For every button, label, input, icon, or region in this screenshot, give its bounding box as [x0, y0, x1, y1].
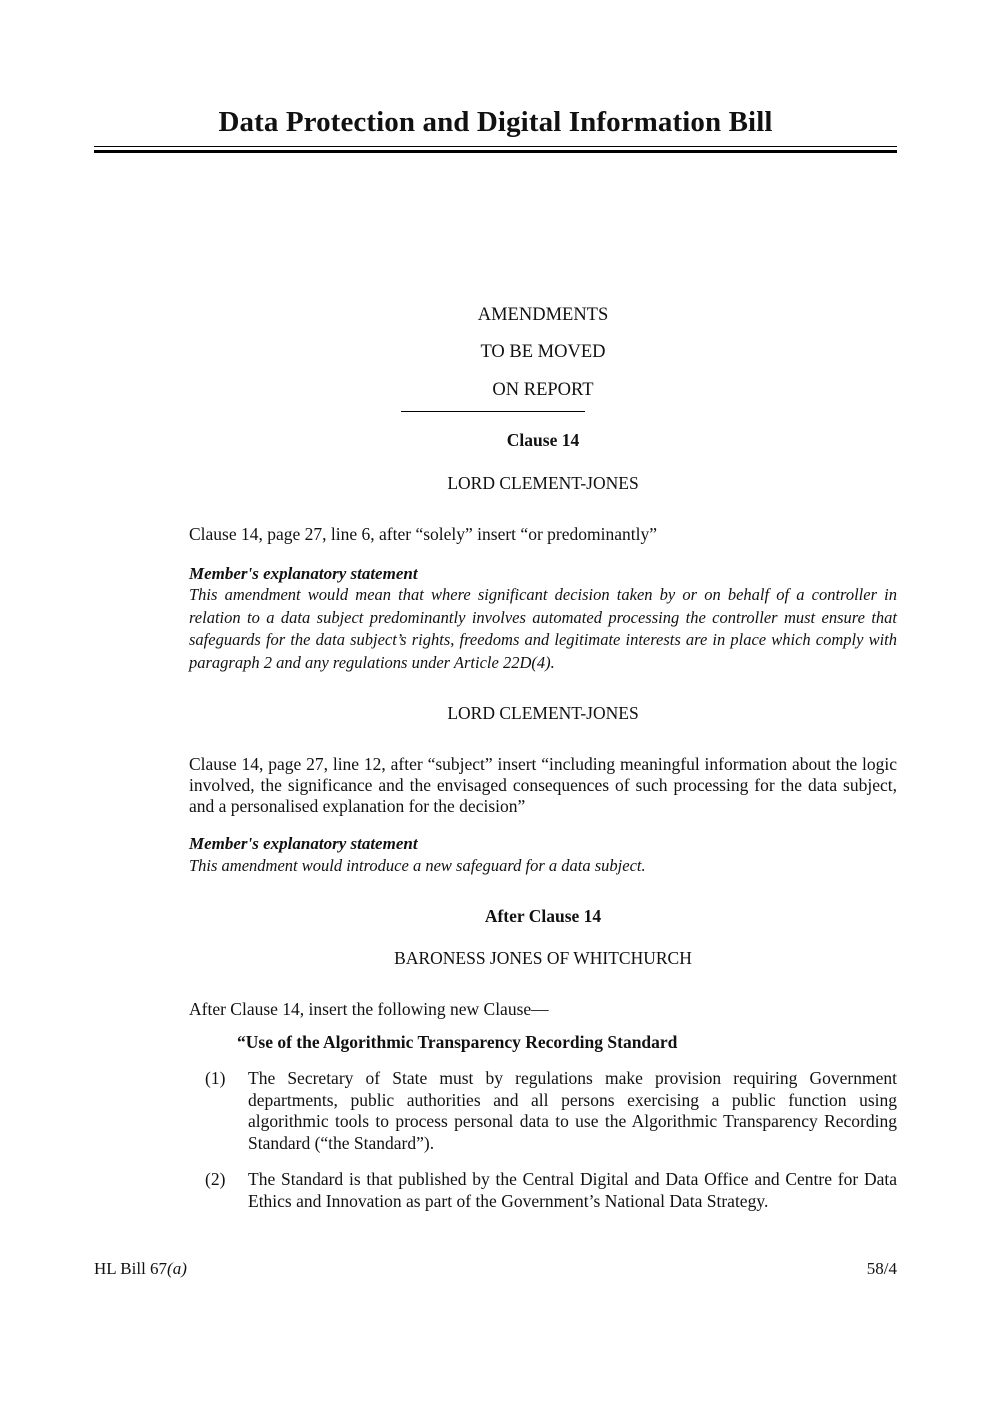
new-clause-heading: “Use of the Algorithmic Transparency Recording Standard	[237, 1032, 678, 1052]
explanatory-statement-title: Member's explanatory statement	[189, 564, 418, 583]
amendments-heading-divider	[401, 411, 585, 412]
section-heading-clause-14: Clause 14	[506, 430, 580, 450]
subsection-2	[205, 1169, 897, 1212]
member-name: LORD CLEMENT-JONES	[447, 703, 639, 723]
explanatory-statement-text: This amendment would mean that where significant decision taken by or on behalf of a controller in relation to a data subject predominantly involves automated processing the controller must ensure that safeguards for the data subject’s rights, freedoms and legitimate interests are in place which comply with paragraph 2 and any regulations under Article 22D(4).	[189, 585, 897, 672]
section-heading-after-clause-14: After Clause 14	[484, 906, 602, 926]
amendments-heading-line-3: ON REPORT	[492, 380, 594, 400]
amendments-heading-line-2: TO BE MOVED	[480, 342, 606, 362]
subsection-number: (1)	[205, 1068, 226, 1088]
amendment-text: After Clause 14, insert the following new Clause—	[189, 999, 549, 1019]
title-divider-thin	[94, 146, 897, 147]
document-title: Data Protection and Digital Information Bill	[218, 106, 773, 138]
amendments-heading-line-1: AMENDMENTS	[477, 305, 609, 325]
amendment-text: Clause 14, page 27, line 6, after “solely” insert “or predominantly”	[189, 524, 657, 544]
member-name: LORD CLEMENT-JONES	[447, 473, 639, 493]
page-reference: 58/4	[866, 1259, 897, 1278]
amendment-text: Clause 14, page 27, line 12, after “subject” insert “including meaningful information about the logic involved, the significance and the envisaged consequences of such processing for the data subject, and a personalised explanation for the decision”	[189, 754, 897, 816]
subsection-text: The Standard is that published by the Central Digital and Data Office and Centre for Data Ethics and Innovation as part of the Government’s National Data Strategy.	[248, 1169, 897, 1211]
bill-reference-number: HL Bill 67	[94, 1259, 168, 1278]
bill-reference-suffix: (a)	[167, 1259, 187, 1278]
explanatory-statement-title: Member's explanatory statement	[189, 834, 418, 853]
subsection-1	[205, 1068, 897, 1154]
subsection-number: (2)	[205, 1169, 226, 1189]
title-divider-thick	[94, 150, 897, 153]
bill-reference	[94, 1259, 187, 1279]
explanatory-statement-text: This amendment would introduce a new safeguard for a data subject.	[189, 856, 646, 875]
member-name: BARONESS JONES OF WHITCHURCH	[394, 948, 692, 968]
subsection-text: The Secretary of State must by regulations make provision requiring Government departments, public authorities and all persons exercising a public function using algorithmic tools to process personal data to use the Algorithmic Transparency Recording Standard (“the Standard”).	[248, 1068, 897, 1153]
